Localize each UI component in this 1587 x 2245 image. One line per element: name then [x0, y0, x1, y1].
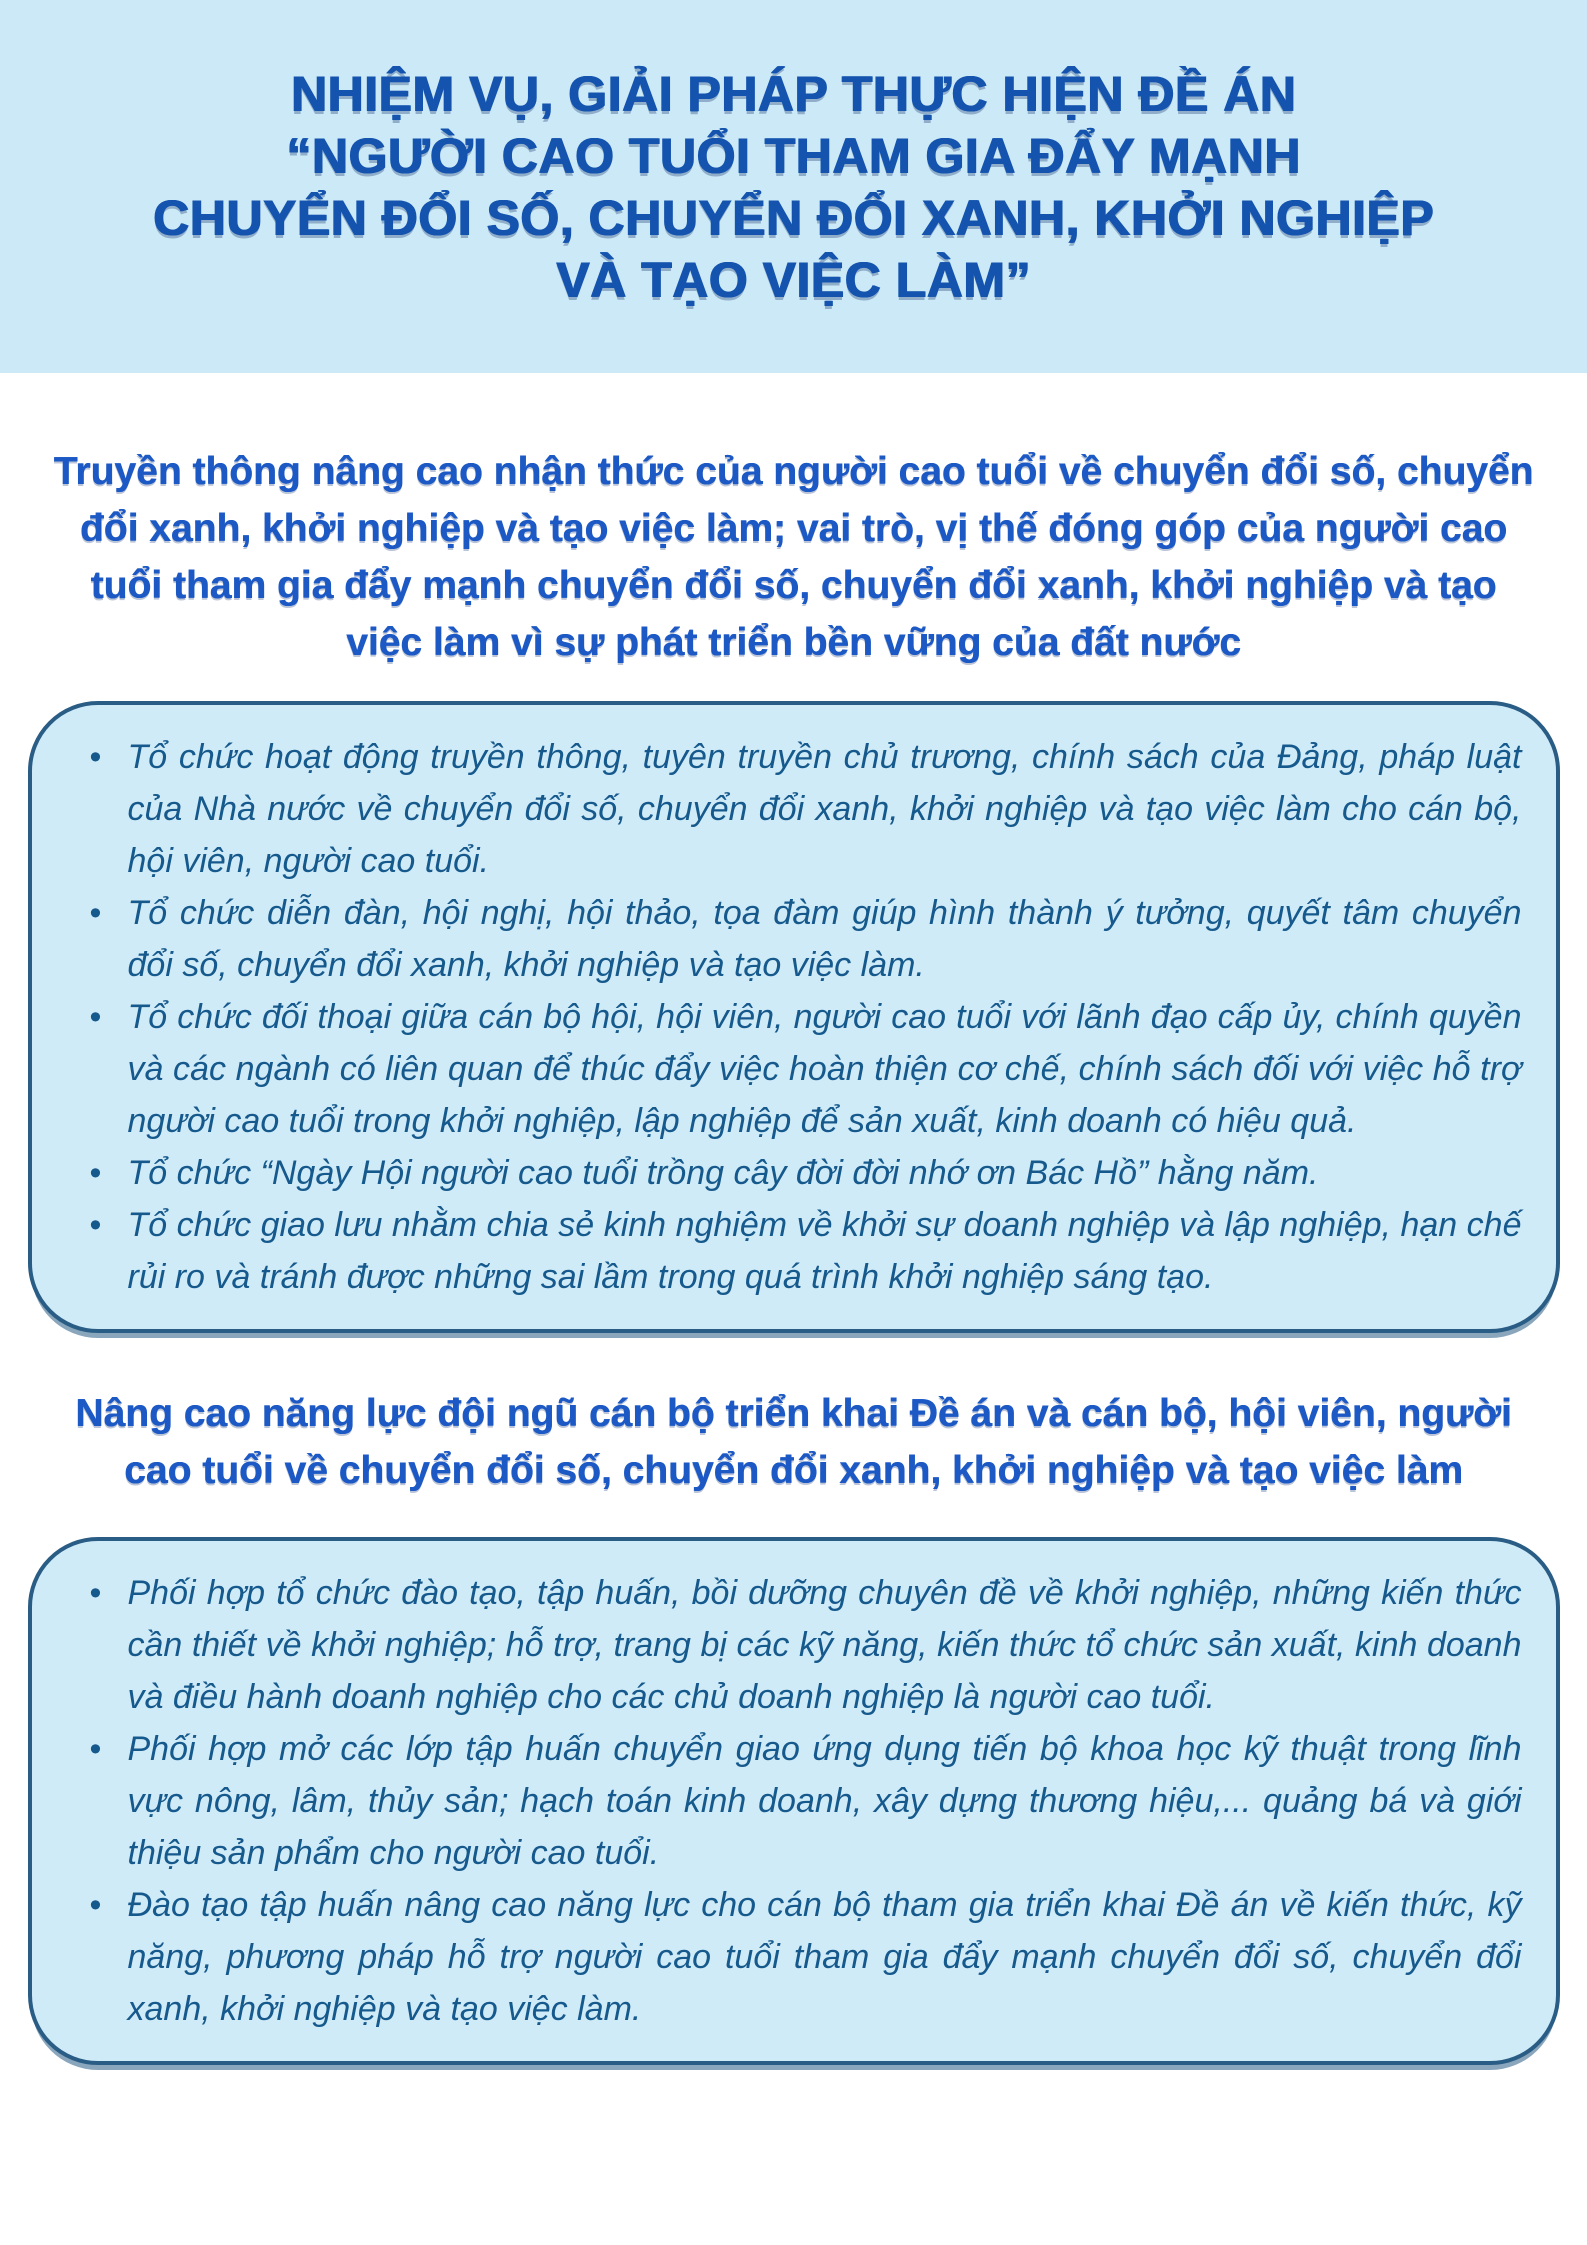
bullet-item — [76, 1147, 1522, 1199]
bullet-text: Tổ chức giao lưu nhằm chia sẻ kinh nghiệm về khởi sự doanh nghiệp và lập nghiệp, hạn chế rủi ro và tránh được những sai lầm trong quá trình khởi nghiệp sáng tạo. — [127, 1206, 1522, 1296]
section-1-box — [28, 701, 1560, 1333]
section-2-heading: Nâng cao năng lực đội ngũ cán bộ triển khai Đề án và cán bộ, hội viên, người cao tuổi về chuyển đổi số, chuyển đổi xanh, khởi nghiệp và tạo việc làm — [75, 1392, 1512, 1492]
bullet-item — [76, 1879, 1522, 2035]
bullet-dot-icon: • — [89, 1886, 102, 1924]
bullet-dot-icon: • — [89, 738, 102, 776]
bullet-text: Đào tạo tập huấn nâng cao năng lực cho cán bộ tham gia triển khai Đề án về kiến thức, kỹ năng, phương pháp hỗ trợ người cao tuổi tham gia đẩy mạnh chuyển đổi số, chuyển đổi xanh, khởi nghiệp và tạo việc làm. — [127, 1886, 1522, 2028]
poster-title-line-4: VÀ TẠO VIỆC LÀM” — [556, 251, 1031, 308]
bullet-item — [76, 731, 1522, 887]
section-2-bullet-list — [76, 1567, 1522, 2035]
bullet-dot-icon: • — [89, 1730, 102, 1768]
bullet-item — [76, 887, 1522, 991]
poster-title-line-1: NHIỆM VỤ, GIẢI PHÁP THỰC HIỆN ĐỀ ÁN — [290, 65, 1297, 122]
bullet-text: Tổ chức diễn đàn, hội nghị, hội thảo, tọa đàm giúp hình thành ý tưởng, quyết tâm chuyển đổi số, chuyển đổi xanh, khởi nghiệp và tạo việc làm. — [127, 894, 1522, 984]
bullet-text: Tổ chức “Ngày Hội người cao tuổi trồng cây đời đời nhớ ơn Bác Hồ” hằng năm. — [127, 1154, 1319, 1192]
bullet-text: Phối hợp mở các lớp tập huấn chuyển giao ứng dụng tiến bộ khoa học kỹ thuật trong lĩnh vực nông, lâm, thủy sản; hạch toán kinh doanh, xây dựng thương hiệu,... quảng bá và giới thiệu sản phẩm cho người cao tuổi. — [127, 1730, 1522, 1872]
section-2-box — [28, 1537, 1560, 2065]
bullet-text: Tổ chức hoạt động truyền thông, tuyên truyền chủ trương, chính sách của Đảng, pháp luật của Nhà nước về chuyển đổi số, chuyển đổi xanh, khởi nghiệp và tạo việc làm cho cán bộ, hội viên, người cao tuổi. — [127, 738, 1522, 880]
bullet-text: Tổ chức đối thoại giữa cán bộ hội, hội viên, người cao tuổi với lãnh đạo cấp ủy, chính quyền và các ngành có liên quan để thúc đẩy việc hoàn thiện cơ chế, chính sách đối với việc hỗ trợ người cao tuổi trong khởi nghiệp, lập nghiệp để sản xuất, kinh doanh có hiệu quả. — [127, 998, 1522, 1140]
bullet-dot-icon: • — [89, 894, 102, 932]
bullet-dot-icon: • — [89, 1206, 102, 1244]
bullet-text: Phối hợp tổ chức đào tạo, tập huấn, bồi dưỡng chuyên đề về khởi nghiệp, những kiến thức cần thiết về khởi nghiệp; hỗ trợ, trang bị các kỹ năng, kiến thức tổ chức sản xuất, kinh doanh và điều hành doanh nghiệp cho các chủ doanh nghiệp là người cao tuổi. — [127, 1574, 1522, 1716]
bullet-item — [76, 991, 1522, 1147]
section-1-bullet-list — [76, 731, 1522, 1303]
poster-title-line-3: CHUYỂN ĐỔI SỐ, CHUYỂN ĐỔI XANH, KHỞI NGHIỆP — [153, 189, 1434, 246]
bullet-dot-icon: • — [89, 1154, 102, 1192]
bullet-item — [76, 1567, 1522, 1723]
bullet-item — [76, 1199, 1522, 1303]
bullet-dot-icon: • — [89, 1574, 102, 1612]
section-1-heading: Truyền thông nâng cao nhận thức của người cao tuổi về chuyển đổi số, chuyển đổi xanh, khởi nghiệp và tạo việc làm; vai trò, vị thế đóng góp của người cao tuổi tham gia đẩy mạnh chuyển đổi số, chuyển đổi xanh, khởi nghiệp và tạo việc làm vì sự phát triển bền vững của đất nước — [53, 450, 1534, 664]
header-banner — [0, 0, 1587, 373]
bullet-dot-icon: • — [89, 998, 102, 1036]
poster-title-line-2: “NGƯỜI CAO TUỔI THAM GIA ĐẨY MẠNH — [286, 127, 1301, 184]
bullet-item — [76, 1723, 1522, 1879]
